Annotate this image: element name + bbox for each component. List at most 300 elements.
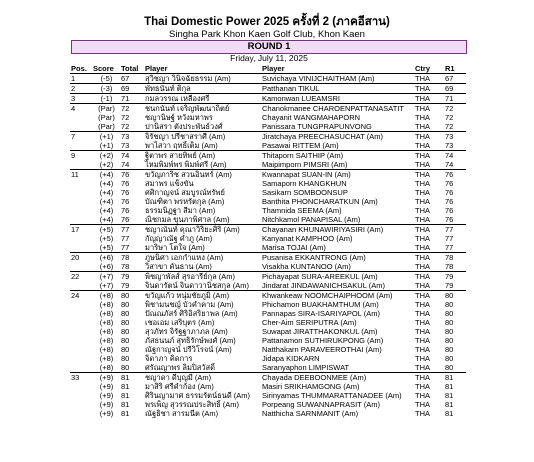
table-row — [70, 74, 466, 84]
player-english-name-cell: Sirinyamas THUMMARATTANADEE (Am) — [262, 391, 402, 400]
player-english-name-cell: Banthita PHONCHARATKUN (Am) — [262, 197, 378, 206]
position-cell — [70, 160, 92, 170]
table-row — [70, 122, 466, 132]
round1-score-cell: 73 — [445, 132, 454, 141]
player-english-name-cell: Patthanan TIKUL — [261, 84, 414, 94]
country-cell: THA — [414, 141, 444, 151]
round1-score-cell: 76 — [445, 206, 454, 215]
player-english-name-cell: Samaporn KHANGKHUN — [262, 179, 347, 188]
player-english-name-cell: Phichamon BUAKHAMTHUM (Am) — [262, 300, 379, 309]
position-cell — [70, 300, 92, 309]
total-cell: 80 — [121, 318, 130, 327]
table-row — [70, 300, 466, 309]
player-thai-name-cell: ขวัญแก้ว หนุ่มชัยภูมิ (Am) — [145, 291, 230, 300]
position-cell: 7 — [71, 132, 76, 141]
player-english-name-cell: Suvichaya VINIJCHAITHAM (Am) — [261, 74, 414, 84]
total-cell: 79 — [120, 281, 144, 291]
score-to-par-cell: (+8) — [92, 363, 120, 373]
player-thai-name-cell: พาไสวา ฤทธิ์เต็ม (Am) — [144, 141, 261, 151]
player-thai-name-cell: พิชามนชญ์ บัวคำคาม (Am) — [145, 300, 234, 309]
player-english-name-cell: Maipimporn PIMSRI (Am) — [261, 160, 414, 170]
total-cell: 78 — [120, 262, 144, 272]
player-thai-name-cell: สมาพร แข็งขัน — [145, 179, 194, 188]
position-cell — [70, 327, 92, 336]
position-cell — [70, 363, 92, 373]
country-cell: THA — [414, 74, 444, 84]
player-english-name-cell: Visakha KUNTANOO (Am) — [261, 262, 414, 272]
position-cell — [70, 400, 92, 409]
total-cell: 73 — [120, 141, 144, 151]
round-date: Friday, July 11, 2025 — [230, 53, 308, 63]
round1-score-cell: 81 — [445, 400, 454, 409]
country-cell: THA — [415, 188, 430, 197]
score-to-par-cell: (+8) — [99, 291, 114, 300]
table-row — [70, 179, 466, 188]
player-thai-name-cell: ศศิกาญจน์ สมบูรณ์ทรัพย์ — [145, 188, 225, 197]
country-cell: THA — [415, 151, 430, 160]
score-to-par-cell: (+8) — [99, 327, 114, 336]
round1-score-cell: 72 — [444, 122, 466, 132]
round1-score-cell: 71 — [444, 94, 466, 104]
table-row — [70, 234, 466, 243]
score-to-par-cell: (+1) — [99, 132, 114, 141]
table-row — [70, 400, 466, 409]
round1-score-cell: 72 — [445, 113, 454, 122]
position-cell: 11 — [71, 170, 79, 179]
total-cell: 76 — [120, 215, 144, 225]
col-header-player-thai: Player — [144, 64, 261, 74]
score-to-par-cell: (-3) — [92, 84, 120, 94]
total-cell: 76 — [121, 197, 130, 206]
tournament-title: Thai Domestic Power 2025 ครั้งที่ 2 (ภาคอีสาน) — [144, 16, 390, 28]
table-row — [70, 291, 466, 301]
total-cell: 76 — [121, 170, 130, 179]
total-cell: 80 — [120, 363, 144, 373]
total-cell: 80 — [121, 327, 130, 336]
player-thai-name-cell: มาสิริ ศรีคำก้อง (Am) — [145, 382, 214, 391]
round1-score-cell: 74 — [445, 151, 454, 160]
score-to-par-cell: (+4) — [99, 206, 114, 215]
round1-score-cell: 76 — [444, 215, 466, 225]
col-header-player-english: Player — [261, 64, 414, 74]
col-header-pos: Pos. — [70, 64, 92, 74]
player-thai-name-cell: ขวัญภาริช สวนอินทร์ (Am) — [145, 170, 232, 179]
table-row — [70, 327, 466, 336]
country-cell: THA — [415, 300, 430, 309]
total-cell: 81 — [121, 391, 130, 400]
round1-score-cell: 81 — [445, 391, 454, 400]
round1-score-cell: 81 — [445, 409, 454, 418]
position-cell: 4 — [71, 104, 76, 113]
position-cell: 1 — [70, 74, 92, 84]
country-cell: THA — [415, 234, 430, 243]
player-thai-name-cell: ภัสธนนภ์ สุทธิรักษ์พงศ์ (Am) — [145, 336, 236, 345]
table-row — [70, 373, 466, 383]
country-cell: THA — [415, 354, 430, 363]
position-cell: 17 — [71, 225, 80, 234]
position-cell — [70, 281, 92, 291]
player-english-name-cell: Masiri SRIKHAMGONG (Am) — [262, 382, 360, 391]
round1-score-cell: 80 — [445, 327, 454, 336]
score-to-par-cell: (+7) — [92, 281, 120, 291]
position-cell: 22 — [71, 272, 80, 281]
player-english-name-cell: Pattanamon SUTHIRUKPONG (Am) — [262, 336, 384, 345]
total-cell: 72 — [121, 104, 130, 113]
player-english-name-cell: Jidapa KIDKARN — [262, 354, 320, 363]
round1-score-cell: 76 — [445, 197, 454, 206]
position-cell — [70, 197, 92, 206]
total-cell: 72 — [121, 113, 130, 122]
player-english-name-cell: Chayanan KHUNAWIRIYASIRI (Am) — [262, 225, 384, 234]
round1-score-cell: 80 — [444, 363, 466, 373]
round1-score-cell: 67 — [444, 74, 466, 84]
score-to-par-cell: (+8) — [99, 345, 114, 354]
round1-score-cell: 80 — [445, 300, 454, 309]
player-thai-name-cell: มาริษา โตใจ (Am) — [144, 243, 261, 253]
score-to-par-cell: (+8) — [99, 354, 114, 363]
country-cell: THA — [415, 291, 430, 300]
round1-score-cell: 80 — [445, 309, 454, 318]
total-cell: 80 — [121, 336, 130, 345]
player-english-name-cell: Kwannapat SUAN-IN (Am) — [262, 170, 351, 179]
player-thai-name-cell: ณัฐธิชา สารมนีต (Am) — [145, 409, 219, 418]
player-english-name-cell: Panissara TUNGPRAPUNVONG — [261, 122, 414, 132]
score-to-par-cell: (Par) — [98, 113, 115, 122]
score-to-par-cell: (+8) — [99, 300, 114, 309]
player-thai-name-cell: ฐิตาพร สายทิพย์ (Am) — [145, 151, 216, 160]
position-cell — [70, 243, 92, 253]
country-cell: THA — [414, 84, 444, 94]
position-cell — [70, 234, 92, 243]
position-cell — [70, 188, 92, 197]
country-cell: THA — [415, 373, 430, 382]
table-row — [70, 113, 466, 122]
total-cell: 71 — [120, 94, 144, 104]
score-to-par-cell: (+1) — [92, 141, 120, 151]
player-english-name-cell: Chayanit WANGMAHAPORN — [262, 113, 361, 122]
score-to-par-cell: (+9) — [99, 391, 114, 400]
score-to-par-cell: (+9) — [99, 382, 114, 391]
col-header-total: Total — [120, 64, 144, 74]
score-to-par-cell: (+7) — [99, 272, 114, 281]
round1-score-cell: 77 — [445, 234, 454, 243]
player-english-name-cell: Thamnida SEEMA (Am) — [262, 206, 342, 215]
player-english-name-cell: Natthicha SARNMANIT (Am) — [262, 409, 359, 418]
country-cell: THA — [414, 281, 444, 291]
leaderboard-table — [70, 64, 466, 418]
score-to-par-cell: (+9) — [99, 409, 114, 418]
table-row — [70, 382, 466, 391]
score-to-par-cell: (Par) — [98, 104, 115, 113]
total-cell: 80 — [121, 345, 130, 354]
round1-score-cell: 79 — [445, 272, 454, 281]
table-row — [70, 141, 466, 151]
player-thai-name-cell: สุวภัทร จิรัฐฐาภาภล (Am) — [145, 327, 228, 336]
country-cell: THA — [415, 179, 430, 188]
total-cell: 77 — [120, 243, 144, 253]
country-cell: THA — [414, 363, 444, 373]
player-thai-name-cell: กมลวรรณ เหลืองศรี — [144, 94, 261, 104]
player-english-name-cell: Pasawai RITTEM (Am) — [261, 141, 414, 151]
table-row — [70, 197, 466, 206]
player-english-name-cell: Kanyanat KAMPHOO (Am) — [262, 234, 353, 243]
table-row — [70, 309, 466, 318]
table-header-row — [70, 64, 466, 74]
player-english-name-cell: Pannapas SIRA-ISARIYAPOL (Am) — [262, 309, 380, 318]
player-english-name-cell: Chanokmanee CHAROENPATTANASATIT — [262, 104, 404, 113]
position-cell — [70, 122, 92, 132]
country-cell: THA — [415, 170, 430, 179]
total-cell: 80 — [121, 300, 130, 309]
country-cell: THA — [415, 400, 430, 409]
score-to-par-cell: (+6) — [99, 253, 114, 262]
player-thai-name-cell: ณิชกมล ขุนภาพิศาล (Am) — [144, 215, 261, 225]
player-thai-name-cell: ปัณณภัสร์ ศิริอิสริยาพล (Am) — [145, 309, 238, 318]
player-thai-name-cell: วิสาขา คันธาน (Am) — [144, 262, 261, 272]
country-cell: THA — [415, 327, 430, 336]
score-to-par-cell: (+2) — [92, 160, 120, 170]
score-to-par-cell: (+8) — [99, 336, 114, 345]
score-to-par-cell: (+4) — [92, 215, 120, 225]
table-row — [70, 345, 466, 354]
table-row — [70, 243, 466, 253]
score-to-par-cell: (+6) — [92, 262, 120, 272]
player-thai-name-cell: บัณฑิตา พรหรัตกุล (Am) — [145, 197, 225, 206]
score-to-par-cell: (+4) — [99, 170, 114, 179]
score-to-par-cell: (+4) — [99, 188, 114, 197]
total-cell: 67 — [120, 74, 144, 84]
player-thai-name-cell: ชญาณันท์ คุณาวิริยะศิริ (Am) — [145, 225, 240, 234]
total-cell: 74 — [120, 160, 144, 170]
country-cell: THA — [415, 225, 430, 234]
score-to-par-cell: (+9) — [99, 400, 114, 409]
table-row — [70, 206, 466, 215]
position-cell: 2 — [70, 84, 92, 94]
player-thai-name-cell: จิรัชญา ปรีชาสราศี (Am) — [145, 132, 226, 141]
player-thai-name-cell: ภูษนิศา เอกกำแหง (Am) — [145, 253, 224, 262]
round1-score-cell: 72 — [445, 104, 454, 113]
total-cell: 80 — [121, 291, 130, 300]
round1-score-cell: 77 — [445, 225, 454, 234]
score-to-par-cell: (+4) — [99, 179, 114, 188]
player-english-name-cell: Thitaporn SAITHIP (Am) — [262, 151, 344, 160]
country-cell: THA — [414, 160, 444, 170]
table-row — [70, 84, 466, 94]
position-cell — [70, 354, 92, 363]
player-thai-name-cell: ชญาดา ดีบุญมี (Am) — [145, 373, 212, 382]
position-cell — [70, 179, 92, 188]
col-header-country: Ctry — [414, 64, 444, 74]
table-row — [70, 225, 466, 235]
round1-score-cell: 81 — [445, 373, 454, 382]
country-cell: THA — [415, 197, 430, 206]
player-english-name-cell: Saranyaphon LIMPISWAT — [261, 363, 414, 373]
round1-score-cell: 76 — [445, 188, 454, 197]
player-thai-name-cell: ศรัณญาพร ลิมปิสวัสดิ์ — [144, 363, 261, 373]
table-row — [70, 215, 466, 225]
table-row — [70, 104, 466, 114]
total-cell: 72 — [120, 122, 144, 132]
total-cell: 74 — [121, 151, 130, 160]
country-cell: THA — [414, 122, 444, 132]
position-cell — [70, 336, 92, 345]
score-to-par-cell: (+4) — [99, 197, 114, 206]
position-cell — [70, 215, 92, 225]
player-english-name-cell: Kamonwan LUEAMSRI — [261, 94, 414, 104]
player-thai-name-cell: สุวิชญา วินิจฉัยธรรม (Am) — [144, 74, 261, 84]
round1-score-cell: 79 — [444, 281, 466, 291]
player-english-name-cell: Chayada DEEBOONMEE (Am) — [262, 373, 367, 382]
player-english-name-cell: Sasikarn SOMBOONSUP — [262, 188, 348, 197]
position-cell — [70, 391, 92, 400]
round1-score-cell: 73 — [444, 141, 466, 151]
total-cell: 81 — [121, 400, 130, 409]
country-cell: THA — [415, 345, 430, 354]
table-row — [70, 363, 466, 373]
country-cell: THA — [415, 391, 430, 400]
player-thai-name-cell: ศิรินญามาศ ธรรมรัตน์ธนดี (Am) — [145, 391, 251, 400]
table-row — [70, 391, 466, 400]
round1-score-cell: 81 — [445, 382, 454, 391]
position-cell — [70, 113, 92, 122]
position-cell — [70, 409, 92, 418]
total-cell: 77 — [121, 225, 130, 234]
table-row — [70, 272, 466, 282]
table-row — [70, 318, 466, 327]
round1-score-cell: 80 — [445, 291, 454, 300]
round1-score-cell: 80 — [445, 336, 454, 345]
player-english-name-cell: Porpeang SUWANNAPRASIT (Am) — [262, 400, 380, 409]
round1-score-cell: 80 — [445, 318, 454, 327]
player-english-name-cell: Khwankeaw NOOMCHAIPHOOM (Am) — [262, 291, 393, 300]
col-header-score: Score — [92, 64, 120, 74]
table-row — [70, 94, 466, 104]
round1-score-cell: 77 — [444, 243, 466, 253]
score-to-par-cell: (+8) — [99, 309, 114, 318]
round1-score-cell: 76 — [445, 179, 454, 188]
country-cell: THA — [414, 94, 444, 104]
position-cell — [70, 141, 92, 151]
position-cell — [70, 262, 92, 272]
position-cell: 24 — [71, 291, 80, 300]
col-header-r1: R1 — [444, 64, 466, 74]
country-cell: THA — [415, 309, 430, 318]
round-banner: ROUND 1 — [71, 40, 467, 54]
position-cell — [70, 345, 92, 354]
player-thai-name-cell: ธรรมนิฏฐา สีมา (Am) — [145, 206, 216, 215]
score-to-par-cell: (+5) — [92, 243, 120, 253]
player-english-name-cell: Suwapat JIRATTHAKONKUL (Am) — [262, 327, 378, 336]
player-english-name-cell: Cher-Aim SERIPUTRA (Am) — [262, 318, 357, 327]
player-thai-name-cell: จินดารัตน์ จินดาวานิชสกุล (Am) — [144, 281, 261, 291]
round1-score-cell: 80 — [445, 354, 454, 363]
table-row — [70, 160, 466, 170]
country-cell: THA — [414, 215, 444, 225]
country-cell: THA — [415, 336, 430, 345]
round1-score-cell: 74 — [444, 160, 466, 170]
total-cell: 81 — [121, 373, 130, 382]
position-cell: 20 — [71, 253, 80, 262]
table-row — [70, 151, 466, 161]
table-row — [70, 281, 466, 291]
score-to-par-cell: (+9) — [99, 373, 114, 382]
country-cell: THA — [415, 132, 430, 141]
total-cell: 81 — [121, 382, 130, 391]
total-cell: 81 — [121, 409, 130, 418]
player-thai-name-cell: กัญญาณัฐ คำภู (Am) — [145, 234, 213, 243]
total-cell: 73 — [121, 132, 130, 141]
position-cell — [70, 309, 92, 318]
player-thai-name-cell: พิชญาพัลส์ สุรอารีย์กุล (Am) — [145, 272, 236, 281]
player-english-name-cell: Pichayapat SURA-AREEKUL (Am) — [262, 272, 378, 281]
score-to-par-cell: (+2) — [99, 151, 114, 160]
round1-score-cell: 69 — [444, 84, 466, 94]
table-row — [70, 409, 466, 418]
country-cell: THA — [415, 113, 430, 122]
table-row — [70, 262, 466, 272]
total-cell: 76 — [121, 188, 130, 197]
player-english-name-cell: Nitchkamol PANAPISAL (Am) — [261, 215, 414, 225]
player-english-name-cell: Jiratchaya PREECHASUCHAT (Am) — [262, 132, 383, 141]
position-cell — [70, 206, 92, 215]
country-cell: THA — [415, 104, 430, 113]
position-cell: 33 — [71, 373, 80, 382]
table-row — [70, 336, 466, 345]
table-row — [70, 132, 466, 142]
total-cell: 76 — [121, 206, 130, 215]
country-cell: THA — [415, 253, 430, 262]
score-to-par-cell: (-1) — [92, 94, 120, 104]
table-row — [70, 170, 466, 180]
total-cell: 69 — [120, 84, 144, 94]
round1-score-cell: 78 — [445, 253, 454, 262]
player-english-name-cell: Jindarat JINDAWANICHSAKUL (Am) — [261, 281, 414, 291]
position-cell — [70, 382, 92, 391]
country-cell: THA — [414, 243, 444, 253]
total-cell: 80 — [121, 354, 130, 363]
round1-score-cell: 76 — [445, 170, 454, 179]
position-cell: 9 — [71, 151, 76, 160]
player-thai-name-cell: พรเพ็ญ สุวรรณประสิทธิ์ (Am) — [145, 400, 240, 409]
score-to-par-cell: (+5) — [99, 225, 114, 234]
score-to-par-cell: (+5) — [99, 234, 114, 243]
player-thai-name-cell: ชญานิษฐ์ หวังมหาพร — [145, 113, 213, 122]
position-cell — [70, 318, 92, 327]
table-row — [70, 253, 466, 263]
table-row — [70, 188, 466, 197]
country-cell: THA — [415, 318, 430, 327]
round1-score-cell: 80 — [445, 345, 454, 354]
player-english-name-cell: Pusanisa EKKANTRONG (Am) — [262, 253, 366, 262]
leaderboard-body — [70, 74, 466, 419]
score-to-par-cell: (+8) — [99, 318, 114, 327]
player-thai-name-cell: ณัฐกาญจน์ ปรีวิโรจน์ (Am) — [145, 345, 232, 354]
player-thai-name-cell: ปานิสรา ตังประพันธ์วงศ์ — [144, 122, 261, 132]
country-cell: THA — [414, 262, 444, 272]
total-cell: 77 — [121, 234, 130, 243]
player-english-name-cell: Marisa TOJAI (Am) — [261, 243, 414, 253]
country-cell: THA — [415, 272, 430, 281]
score-to-par-cell: (-5) — [92, 74, 120, 84]
position-cell: 3 — [70, 94, 92, 104]
player-thai-name-cell: ไหมพิมพ์พร พิมพ์ศรี (Am) — [144, 160, 261, 170]
total-cell: 80 — [121, 309, 130, 318]
total-cell: 79 — [121, 272, 130, 281]
score-to-par-cell: (Par) — [92, 122, 120, 132]
player-thai-name-cell: เชอเอม เสริบุตร (Am) — [145, 318, 215, 327]
player-thai-name-cell: พัทธนันท์ ติกุล — [144, 84, 261, 94]
table-row — [70, 354, 466, 363]
